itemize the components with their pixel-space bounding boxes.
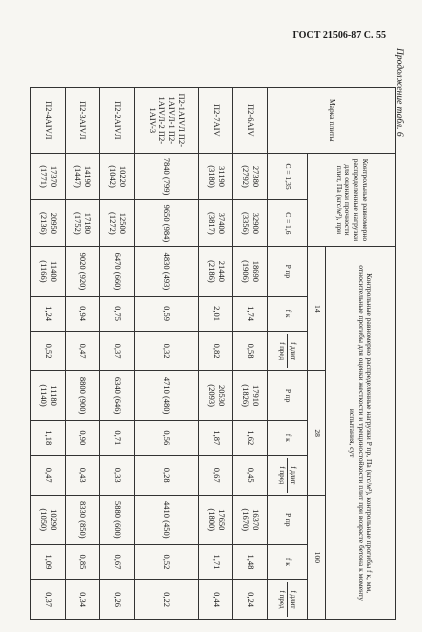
table-row	[134, 88, 198, 620]
header-mark: Марка плиты	[268, 88, 396, 154]
cell-p28: 11180 (1140)	[31, 371, 66, 420]
cell-f100: 1,48	[233, 544, 268, 579]
cell-f100: 0,67	[100, 544, 135, 579]
ratio-denominator: f пред	[278, 466, 286, 485]
cell-mark: П2-7AIV	[199, 88, 234, 154]
cell-p100: 5880 (600)	[100, 495, 135, 544]
ratio-denominator: f пред	[278, 342, 286, 361]
cell-f28: 1,62	[233, 420, 268, 455]
cell-mark: П2-2AIVЛ	[100, 88, 135, 154]
cell-f100: 1,71	[199, 544, 234, 579]
cell-f28: 1,18	[31, 420, 66, 455]
cell-r28: 0,67	[199, 455, 234, 495]
cell-f14: 1,24	[31, 296, 66, 331]
cell-c1: 7840 (799)	[134, 153, 198, 200]
ratio-numerator: f длит	[287, 582, 297, 617]
ratio-numerator: f длит	[287, 334, 297, 369]
cell-p100: 10290 (1050)	[31, 495, 66, 544]
cell-p28: 6340 (646)	[100, 371, 135, 420]
header-p-28: P пр	[268, 371, 308, 420]
cell-r14: 0,52	[31, 331, 66, 371]
table-row	[31, 88, 66, 620]
cell-c1: 10220 (1042)	[100, 153, 135, 200]
header-ratio-14	[268, 331, 308, 371]
cell-p14: 18690 (1906)	[233, 247, 268, 296]
cell-c2: 32900 (3356)	[233, 200, 268, 247]
header-f-14: f к	[268, 296, 308, 331]
header-age-28: 28	[308, 371, 326, 495]
cell-c1: 14190 (1447)	[65, 153, 100, 200]
cell-f28: 0,90	[65, 420, 100, 455]
cell-f14: 0,75	[100, 296, 135, 331]
cell-r100: 0,37	[31, 580, 66, 620]
cell-f100: 0,52	[134, 544, 198, 579]
header-age-14: 14	[308, 247, 326, 371]
cell-p100: 17650 (1800)	[199, 495, 234, 544]
rotated-table-wrapper	[30, 87, 396, 620]
header-ratio-28	[268, 455, 308, 495]
cell-p14: 4830 (493)	[134, 247, 198, 296]
ratio-numerator: f длит	[287, 458, 297, 493]
continuation-caption: Продолжение табл. 6	[394, 48, 404, 137]
cell-r14: 0,32	[134, 331, 198, 371]
cell-p28: 17910 (1826)	[233, 371, 268, 420]
header-c1: C = 1,35	[268, 153, 308, 200]
cell-r28: 0,33	[100, 455, 135, 495]
cell-mark: П2-6AIV	[233, 88, 268, 154]
cell-r14: 0,58	[233, 331, 268, 371]
page-header: ГОСТ 21506-87 С. 55	[292, 30, 386, 41]
cell-p100: 4410 (450)	[134, 495, 198, 544]
cell-f28: 0,56	[134, 420, 198, 455]
header-c2: C = 1,6	[268, 200, 308, 247]
cell-mark: П2-1AIVЛ П2-1AIVЛ-1 П2-1AIVЛ-2 П2-1AIV-3	[134, 88, 198, 154]
loads-table	[30, 87, 396, 620]
cell-f14: 0,59	[134, 296, 198, 331]
cell-p100: 16370 (1670)	[233, 495, 268, 544]
ratio-denominator: f пред	[278, 590, 286, 609]
cell-c2: 9650 (984)	[134, 200, 198, 247]
cell-c2: 12500 (1272)	[100, 200, 135, 247]
header-ratio-100	[268, 580, 308, 620]
header-p-100: P пр	[268, 495, 308, 544]
cell-mark: П2-3AIVЛ	[65, 88, 100, 154]
cell-f14: 2,01	[199, 296, 234, 331]
cell-p14: 9020 (920)	[65, 247, 100, 296]
cell-p28: 8800 (900)	[65, 371, 100, 420]
cell-r100: 0,26	[100, 580, 135, 620]
header-deflect-group: Контрольные равномерно распределенные нагрузки P пр, Па (кгс/м²), контрольные прогибы f к, мм, относительные прогибы для оценки жесткости и трещиностойкости плит при возрасте бетона к моменту испытания, сут	[326, 247, 396, 620]
header-f-28: f к	[268, 420, 308, 455]
cell-f28: 0,71	[100, 420, 135, 455]
cell-f100: 1,09	[31, 544, 66, 579]
cell-r28: 0,45	[233, 455, 268, 495]
cell-c1: 17370 (1771)	[31, 153, 66, 200]
header-age-100: 100	[308, 495, 326, 619]
cell-r100: 0,34	[65, 580, 100, 620]
cell-p14: 21440 (2186)	[199, 247, 234, 296]
cell-f100: 0,85	[65, 544, 100, 579]
table-row	[233, 88, 268, 620]
cell-r14: 0,37	[100, 331, 135, 371]
table-row	[199, 88, 234, 620]
cell-c1: 31190 (3180)	[199, 153, 234, 200]
cell-c2: 37400 (3817)	[199, 200, 234, 247]
cell-p100: 8330 (850)	[65, 495, 100, 544]
cell-c2: 17180 (1752)	[65, 200, 100, 247]
cell-r14: 0,47	[65, 331, 100, 371]
cell-r28: 0,28	[134, 455, 198, 495]
cell-f14: 0,94	[65, 296, 100, 331]
cell-p14: 11400 (1166)	[31, 247, 66, 296]
cell-r28: 0,47	[31, 455, 66, 495]
cell-p28: 4710 (480)	[134, 371, 198, 420]
cell-c2: 20950 (2136)	[31, 200, 66, 247]
cell-f14: 1,74	[233, 296, 268, 331]
cell-r100: 0,24	[233, 580, 268, 620]
header-p-14: P пр	[268, 247, 308, 296]
cell-p14: 6470 (660)	[100, 247, 135, 296]
table-row	[65, 88, 100, 620]
header-f-100: f к	[268, 544, 308, 579]
cell-r14: 0,82	[199, 331, 234, 371]
cell-mark: П2-4AIVЛ	[31, 88, 66, 154]
table-row	[100, 88, 135, 620]
cell-r100: 0,22	[134, 580, 198, 620]
cell-r28: 0,43	[65, 455, 100, 495]
cell-f28: 1,87	[199, 420, 234, 455]
cell-p28: 20530 (2093)	[199, 371, 234, 420]
header-load-group: Контрольные равномерно распределенные нагрузки для оценки прочности плит, Па (кгс/м²), при	[308, 153, 396, 247]
cell-r100: 0,44	[199, 580, 234, 620]
cell-c1: 27380 (2792)	[233, 153, 268, 200]
